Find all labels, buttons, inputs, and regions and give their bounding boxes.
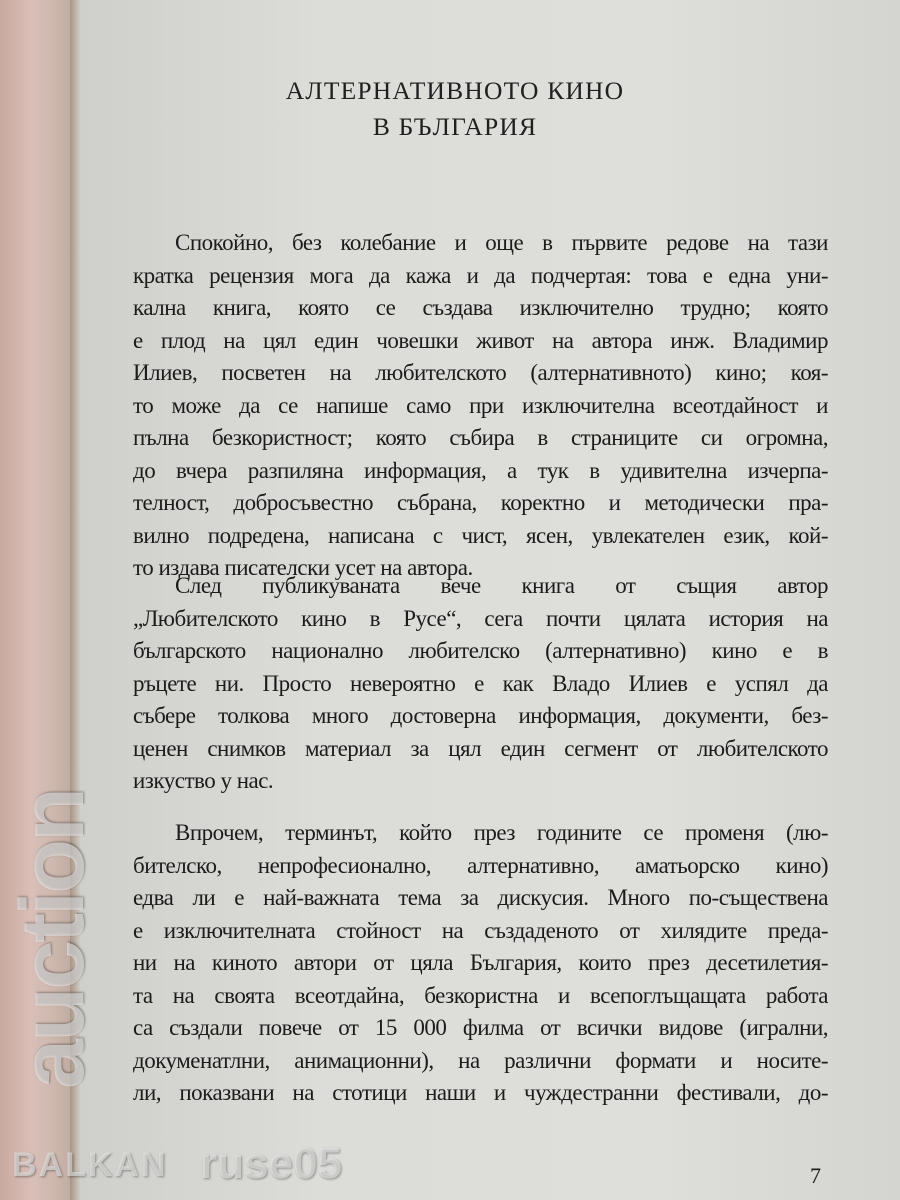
text-line: ли, показвани на стотици наши и чуждестранни фестивали, до- [133, 1080, 828, 1105]
chapter-title-line-1: АЛТЕРНАТИВНОТО КИНО [285, 76, 625, 105]
text-line: Спокойно, без колебание и още в първите редове на тази [175, 230, 828, 255]
page-number: 7 [810, 1163, 821, 1188]
text-line: едва ли е най-важната тема за дискусия. Много по-съществена [133, 885, 828, 910]
text-line: е изключителната стойност на създаденото от хилядите преда- [133, 917, 828, 943]
text-line: Илиев, посветен на любителското (алтернативното) кино; коя- [133, 360, 828, 385]
text-line: След публикуваната вече книга от същия автор [175, 573, 828, 598]
text-line: ценен снимков материал за цял един сегмент от любителското [133, 735, 828, 761]
text-line: телност, добросъвестно събрана, коректно и методически пра- [133, 490, 828, 515]
text-line: е плод на цял един човешки живот на автора инж. Владимир [133, 327, 828, 353]
book-spine-shadow [70, 0, 80, 1200]
text-line: българското национално любителско (алтернативно) кино е в [133, 638, 828, 663]
paragraph-1 [133, 227, 828, 585]
text-line: до вчера разпиляна информация, а тук в удивителна изчерпа- [133, 457, 828, 483]
text-line: са създали повече от 15 000 филма от всички видове (игрални, [133, 1015, 828, 1040]
text-line: вилно подредена, написана с чист, ясен, увлекателен език, кой- [133, 522, 828, 548]
text-line: Впрочем, терминът, който през годините се променя (лю- [175, 820, 828, 845]
watermark-line-3: ruse05 [200, 1139, 342, 1188]
text-line: бителско, непрофесионално, алтернативно, аматьорско кино) [133, 852, 828, 878]
text-line: кратка рецензия мога да кажа и да подчертая: това е една уни- [133, 262, 828, 288]
text-line: то издава писателски усет на автора. [133, 555, 473, 580]
text-line: ни на киното автори от цяла България, които през десетилетия- [133, 950, 828, 975]
text-line: та на своята всеотдайна, безкористна и всепоглъщащата работа [133, 982, 828, 1008]
book-page-edge [0, 0, 78, 1200]
watermark-line-2: auction [3, 790, 103, 1090]
text-line: „Любителското кино в Русе“, сега почти цялата история на [133, 605, 828, 631]
text-line: кална книга, която се създава изключително трудно; която [133, 295, 828, 320]
watermark-line-1: BALKAN [12, 1146, 168, 1184]
text-line: докуменатлни, анимационни), на различни формати и носите- [133, 1047, 828, 1073]
chapter-title-line-2: В БЪЛГАРИЯ [372, 112, 538, 141]
text-line: пълна безкористност; която събира в страниците си огромна, [133, 425, 828, 450]
paragraph-3 [133, 817, 828, 1110]
text-line: събере толкова много достоверна информация, документи, без- [133, 703, 828, 728]
paragraph-2 [133, 570, 828, 798]
text-line: изкуство у нас. [133, 768, 274, 793]
text-line: ръцете ни. Просто невероятно е как Владо Илиев е успял да [133, 670, 828, 696]
text-line: то може да се напише само при изключителна всеотдайност и [133, 392, 828, 418]
